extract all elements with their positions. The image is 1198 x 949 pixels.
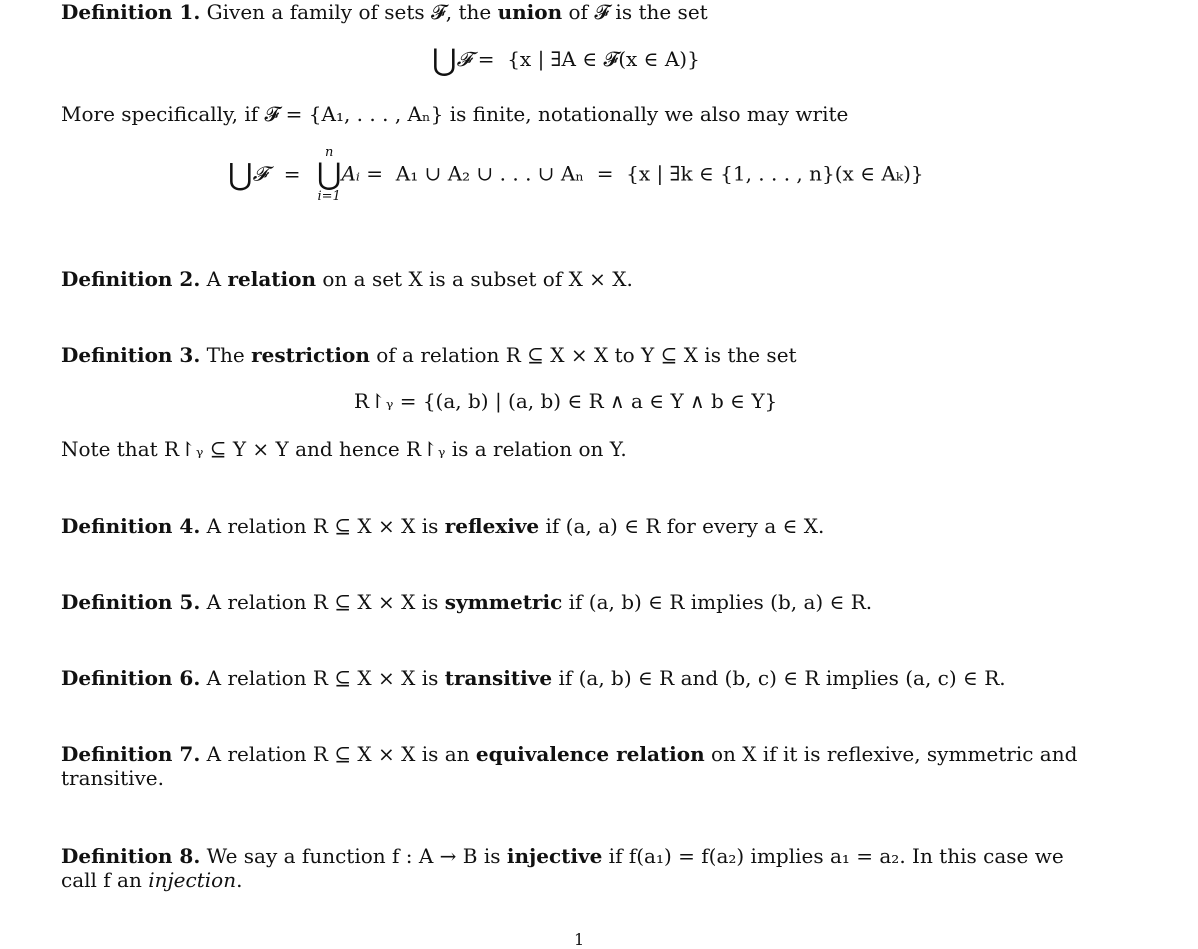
definition-text: We say a function f : A → B is [206,844,507,868]
definition-3 [61,343,797,367]
indexed-union [317,146,342,204]
definition-8 [61,844,1101,892]
definition-label: Definition 4. [61,514,201,538]
lower-index: i=1 [317,189,341,204]
defined-term: equivalence relation [475,742,705,766]
formula-rhs: = A₁ ∪ A₂ ∪ . . . ∪ Aₙ = {x | ∃k ∈ {1, . . . , n}(x ∈ Aₖ)} [366,161,924,186]
defined-term: reflexive [444,514,540,538]
definition-6 [61,666,1006,690]
big-union-symbol: ⋃ [432,43,457,78]
definition-text: . [236,868,243,892]
definition-text: of 𝓕 is the set [562,0,708,24]
defined-term: injective [506,844,603,868]
upper-index: n [324,145,334,160]
defined-term: union [497,0,563,24]
definition-2 [61,267,633,291]
defined-term: relation [227,267,317,291]
definition-label: Definition 7. [61,742,201,766]
definition-text: if (a, b) ∈ R and (b, c) ∈ R implies (a, c) ∈ R. [552,666,1006,690]
union-term: Aᵢ [341,161,360,186]
definition-5 [61,590,872,614]
equals-sign: = [283,161,301,186]
definition-text: A [206,267,228,291]
definition-label: Definition 1. [61,0,201,24]
restriction-note: Note that R↾ᵧ ⊆ Y × Y and hence R↾ᵧ is a relation on Y. [61,437,627,461]
definition-text: A relation R ⊆ X × X is [206,666,445,690]
definition-label: Definition 8. [61,844,201,868]
definition-4 [61,514,824,538]
finite-remark: More specifically, if 𝓕 = {A₁, . . . , Aₙ} is finite, notationally we also may write [61,102,849,126]
page-number: 1 [574,930,585,949]
defined-term: transitive [444,666,553,690]
finite-union-formula [228,146,924,204]
formula-rhs: = {x | ∃A ∈ 𝓕(x ∈ A)} [477,47,700,71]
union-formula [432,43,700,78]
big-union-symbol: ⋃ [316,157,342,192]
definition-label: Definition 6. [61,666,201,690]
definition-label: Definition 5. [61,590,201,614]
definition-text: Given a family of sets 𝓕, the [206,0,498,24]
formula-lhs: 𝓕 [456,47,472,71]
definition-text: of a relation R ⊆ X × X to Y ⊆ X is the set [369,343,797,367]
emphasized-term: injection [148,868,237,892]
restriction-formula: R↾ᵧ = {(a, b) | (a, b) ∈ R ∧ a ∈ Y ∧ b ∈ Y} [354,389,778,413]
definition-label: Definition 2. [61,267,201,291]
definition-text: A relation R ⊆ X × X is [206,590,445,614]
big-union-symbol: ⋃ [228,157,253,193]
formula-lhs: 𝓕 [252,161,268,186]
definition-text: if f(a₁) = f(a₂) implies a₁ = a₂. In this case we call f an [61,844,1064,892]
definition-text: if (a, a) ∈ R for every a ∈ X. [539,514,825,538]
definition-text: The [206,343,252,367]
definition-text: A relation R ⊆ X × X is [206,514,445,538]
definition-text: if (a, b) ∈ R implies (b, a) ∈ R. [562,590,873,614]
definition-text: A relation R ⊆ X × X is an [206,742,476,766]
definition-7 [61,742,1101,790]
defined-term: symmetric [444,590,563,614]
definition-1 [61,0,708,24]
definition-text: on a set X is a subset of X × X. [316,267,633,291]
definition-text: on X if it is reflexive, symmetric and transitive. [61,742,1078,790]
definition-label: Definition 3. [61,343,201,367]
defined-term: restriction [251,343,370,367]
